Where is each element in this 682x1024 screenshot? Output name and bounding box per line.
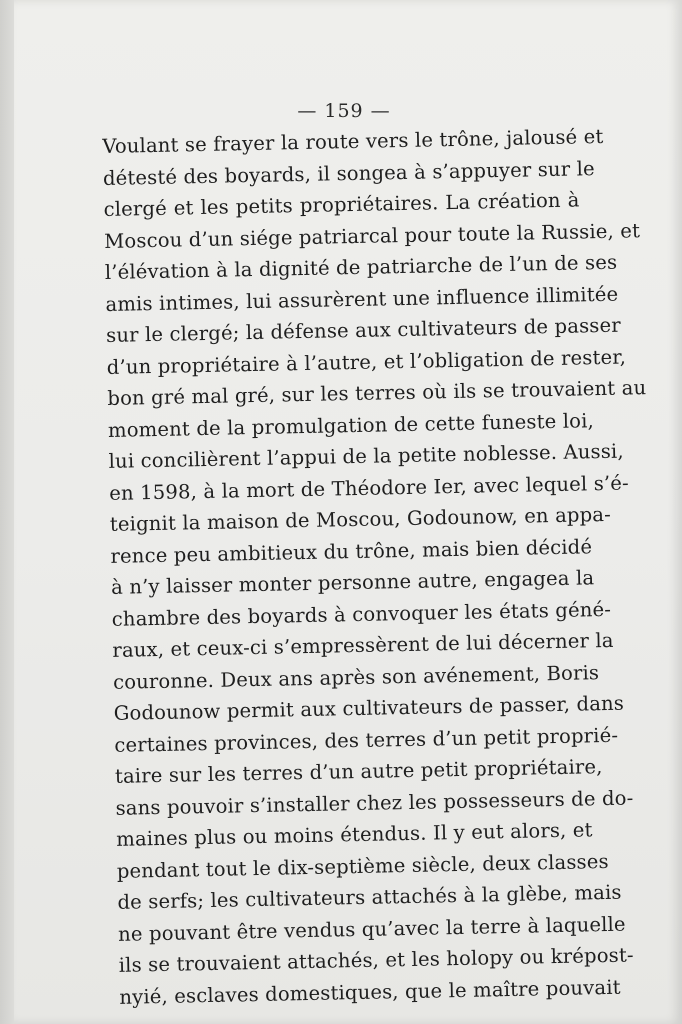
- text-line: teignit la maison de Moscou, Godounow, en appa-: [109, 502, 612, 536]
- text-line: à n’y laisser monter personne autre, engagea la: [110, 566, 595, 599]
- text-line: ne pouvant être vendus qu’avec la terre à laquelle: [117, 912, 626, 946]
- text-line: taire sur les terres d’un autre petit propriétaire,: [114, 755, 603, 788]
- text-line: raux, et ceux-ci s’empressèrent de lui décerner la: [112, 628, 614, 662]
- text-line: de serfs; les cultivateurs attachés à la glèbe, mais: [117, 880, 622, 914]
- text-line: bon gré mal gré, sur les terres où ils se trouvaient au: [107, 376, 647, 410]
- text-line: Moscou d’un siége patriarcal pour toute la Russie, et: [103, 218, 641, 253]
- text-line: sans pouvoir s’installer chez les possesseurs de do-: [115, 785, 634, 820]
- page-number: [14, 100, 682, 122]
- text-line: moment de la promulgation de cette funeste loi,: [107, 408, 595, 442]
- text-line: d’un propriétaire à l’autre, et l’obligation de rester,: [106, 345, 627, 379]
- text-line: chambre des boyards à convoquer les états géné-: [111, 597, 612, 631]
- text-line: amis intimes, lui assurèrent une influence illimitée: [105, 282, 619, 316]
- text-line: clergé et les petits propriétaires. La création à: [103, 188, 580, 221]
- text-line: Godounow permit aux cultivateurs de passer, dans: [113, 691, 625, 725]
- text-line: détesté des boyards, il songea à s’appuyer sur le: [102, 156, 595, 190]
- text-line: couronne. Deux ans après son avénement, Boris: [112, 660, 600, 694]
- text-line: Voulant se frayer la route vers le trône, jalousé et: [102, 124, 604, 158]
- text-line: maines plus ou moins étendus. Il y eut alors, et: [115, 818, 593, 851]
- page-number-text: — 159 —: [297, 100, 391, 122]
- text-line: nyié, esclaves domestiques, que le maître pouvait: [119, 975, 621, 1009]
- text-line: en 1598, à la mort de Théodore Ier, avec lequel s’é-: [109, 471, 630, 505]
- text-line: l’élévation à la dignité de patriarche de l’un de ses: [104, 250, 618, 284]
- text-line: ils se trouvaient attachés, et les holopy ou krépost-: [118, 943, 634, 977]
- text-line: sur le clergé; la défense aux cultivateurs de passer: [105, 313, 621, 347]
- body-text: [102, 121, 647, 1012]
- text-line: certaines provinces, des terres d’un petit proprié-: [114, 723, 619, 757]
- text-line: pendant tout le dix-septième siècle, deux classes: [116, 849, 609, 883]
- text-line: rence peu ambitieux du trône, mais bien décidé: [110, 534, 593, 568]
- text-line: lui concilièrent l’appui de la petite noblesse. Aussi,: [108, 439, 624, 473]
- book-page: [14, 0, 682, 1024]
